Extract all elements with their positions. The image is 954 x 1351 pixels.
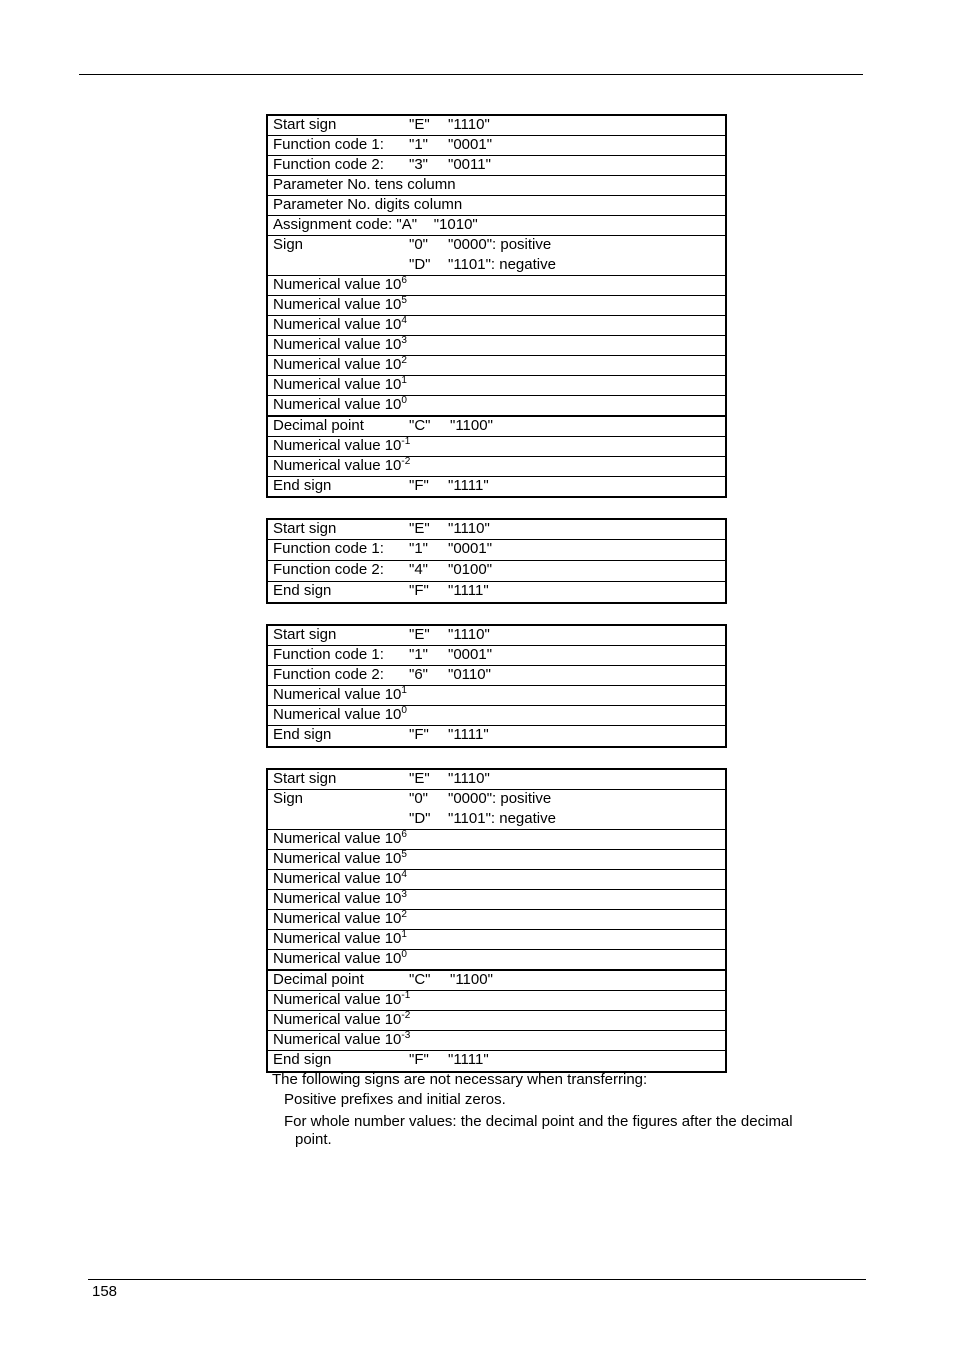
note-item: Positive prefixes and initial zeros. xyxy=(284,1091,506,1108)
table-row: Numerical value $10^4$ xyxy=(268,869,725,889)
table-row: Numerical value $10^3$ xyxy=(268,335,725,355)
table-row: Sign "0" "0000": positive "D" "1101": negative xyxy=(268,235,725,275)
table-row: Start sign "E" "1110" xyxy=(273,520,490,537)
table-row: Numerical value $10^3$ xyxy=(268,889,725,909)
table-row: Function code 1: "1" "0001" xyxy=(268,539,725,560)
table-row: Numerical value $10^6$ xyxy=(268,829,725,849)
table-row: End sign "F" "1111" xyxy=(268,1050,725,1071)
data-format-table-3 xyxy=(266,624,727,748)
table-row: Sign "0" "0000": positive "D" "1101": negative xyxy=(268,789,725,829)
table-row: Numerical value $10^0$ xyxy=(268,949,725,969)
table-row: Numerical value $10^{-3}$ xyxy=(268,1030,725,1050)
table-row: Function code 1: "1" "0001" xyxy=(268,135,725,155)
note-intro: The following signs are not necessary when transferring: xyxy=(272,1071,648,1088)
table-row: Numerical value $10^{-2}$ xyxy=(268,456,725,476)
table-row: Parameter No. digits column xyxy=(268,195,725,215)
table-row: Decimal point "C" "1100" xyxy=(268,415,725,436)
table-row: End sign "F" "1111" xyxy=(268,581,725,602)
data-format-table-2 xyxy=(266,518,727,604)
table-row: Decimal point "C" "1100" xyxy=(268,969,725,990)
data-format-table-4 xyxy=(266,768,727,1073)
table-row: Numerical value $10^6$ xyxy=(268,275,725,295)
table-row: Numerical value $10^0$ xyxy=(268,395,725,415)
table-row: Start sign "E" "1110" xyxy=(273,770,490,787)
table-row: Function code 1: "1" "0001" xyxy=(268,645,725,665)
table-row: Numerical value $10^5$ xyxy=(268,295,725,315)
table-row: Start sign "E" "1110" xyxy=(273,626,490,643)
table-row: Numerical value $10^{-1}$ xyxy=(268,990,725,1010)
table-row: End sign "F" "1111" xyxy=(268,725,725,746)
table-row: Start sign "E" "1110" xyxy=(273,116,490,133)
table-row: Numerical value $10^0$ xyxy=(268,705,725,725)
note-item: For whole number values: the decimal point and the figures after the decimal point. xyxy=(284,1113,793,1148)
table-row: Parameter No. tens column xyxy=(268,175,725,195)
table-row: Numerical value $10^{-2}$ xyxy=(268,1010,725,1030)
table-row: Function code 2: "6" "0110" xyxy=(268,665,725,685)
table-row: Numerical value $10^1$ xyxy=(268,929,725,949)
table-row: Numerical value $10^{-1}$ xyxy=(268,436,725,456)
table-row: Numerical value $10^2$ xyxy=(268,355,725,375)
table-row: End sign "F" "1111" xyxy=(268,476,725,496)
data-format-table-1 xyxy=(266,114,727,498)
header-rule xyxy=(79,74,863,75)
table-row: Function code 2: "4" "0100" xyxy=(268,560,725,581)
page-number: 158 xyxy=(92,1283,118,1300)
table-row: Numerical value $10^5$ xyxy=(268,849,725,869)
table-row: Numerical value $10^1$ xyxy=(268,685,725,705)
table-row: Assignment code: "A" "1010" xyxy=(268,215,725,235)
footer-rule xyxy=(88,1279,866,1280)
table-row: Function code 2: "3" "0011" xyxy=(268,155,725,175)
table-row: Numerical value $10^1$ xyxy=(268,375,725,395)
table-row: Numerical value $10^2$ xyxy=(268,909,725,929)
table-row: Numerical value $10^4$ xyxy=(268,315,725,335)
